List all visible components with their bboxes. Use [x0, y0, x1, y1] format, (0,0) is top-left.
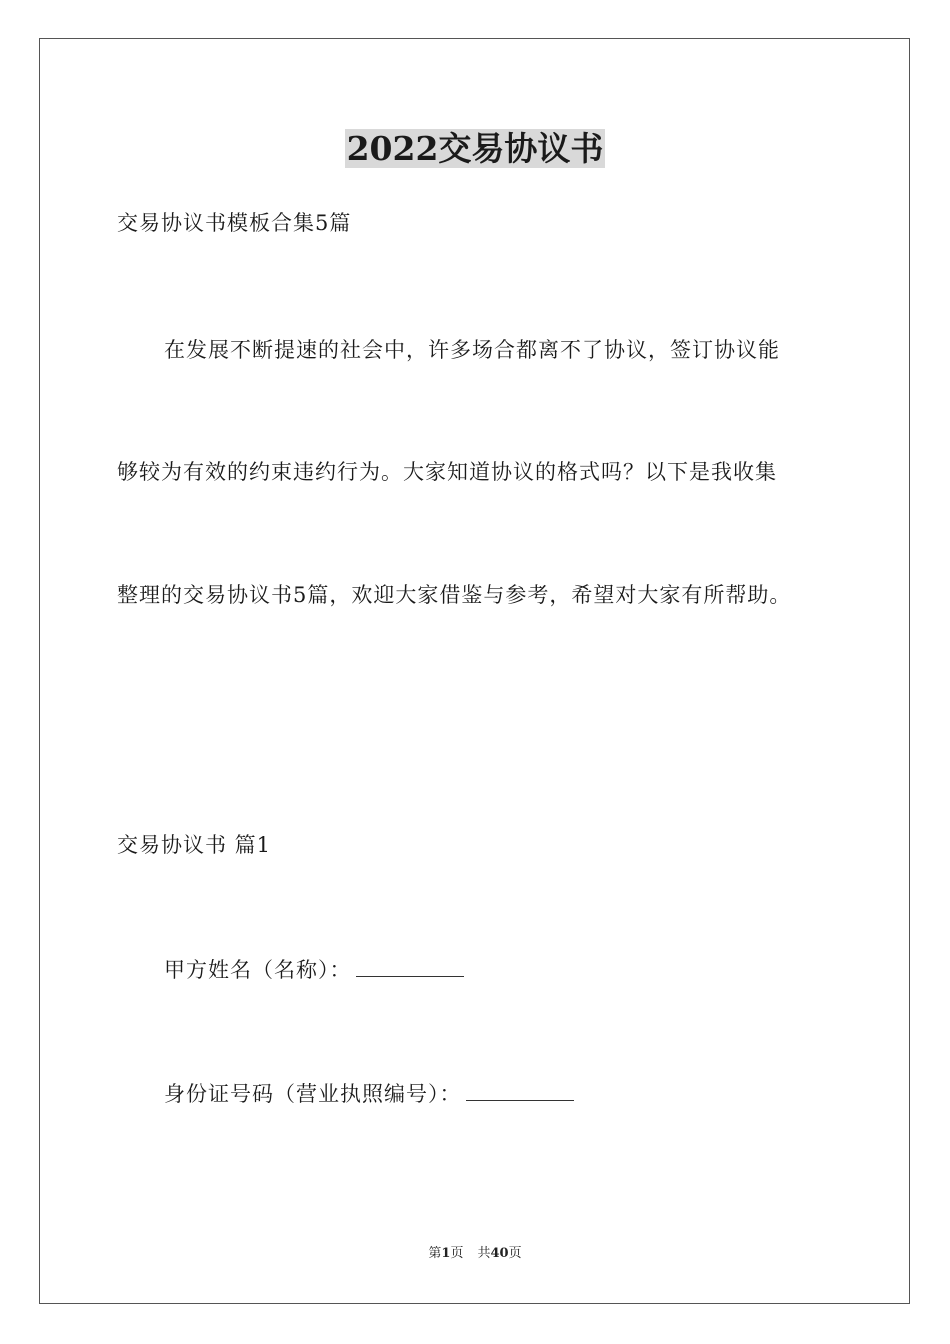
- footer-page-prefix: 第: [428, 1246, 442, 1261]
- intro-line-2: 够较为有效的约束违约行为。大家知道协议的格式吗？以下是我收集: [117, 460, 777, 484]
- footer-page-suffix: 页: [450, 1246, 464, 1261]
- field-label: 甲方姓名（名称）：: [164, 958, 352, 982]
- id-number-blank[interactable]: [466, 1080, 574, 1101]
- field-id-number: [164, 1079, 574, 1109]
- section-heading: 交易协议书 篇1: [117, 833, 272, 857]
- field-party-a-name: [164, 955, 464, 985]
- party-a-name-blank[interactable]: [356, 956, 464, 977]
- field-label: 身份证号码（营业执照编号）：: [164, 1082, 462, 1106]
- footer-total-pages: 40: [490, 1246, 509, 1261]
- intro-line-3: 整理的交易协议书5篇，欢迎大家借鉴与参考，希望对大家有所帮助。: [117, 583, 792, 607]
- page-footer: [0, 1245, 950, 1263]
- document-subtitle: 交易协议书模板合集5篇: [117, 211, 352, 235]
- intro-line-1: 在发展不断提速的社会中，许多场合都离不了协议，签订协议能: [164, 338, 780, 362]
- footer-page-number: 1: [441, 1246, 451, 1261]
- footer-total-suffix: 页: [508, 1246, 522, 1261]
- document-title: [0, 128, 950, 170]
- document-title-text: 2022交易协议书: [346, 129, 604, 168]
- footer-total-prefix: 共: [477, 1246, 491, 1261]
